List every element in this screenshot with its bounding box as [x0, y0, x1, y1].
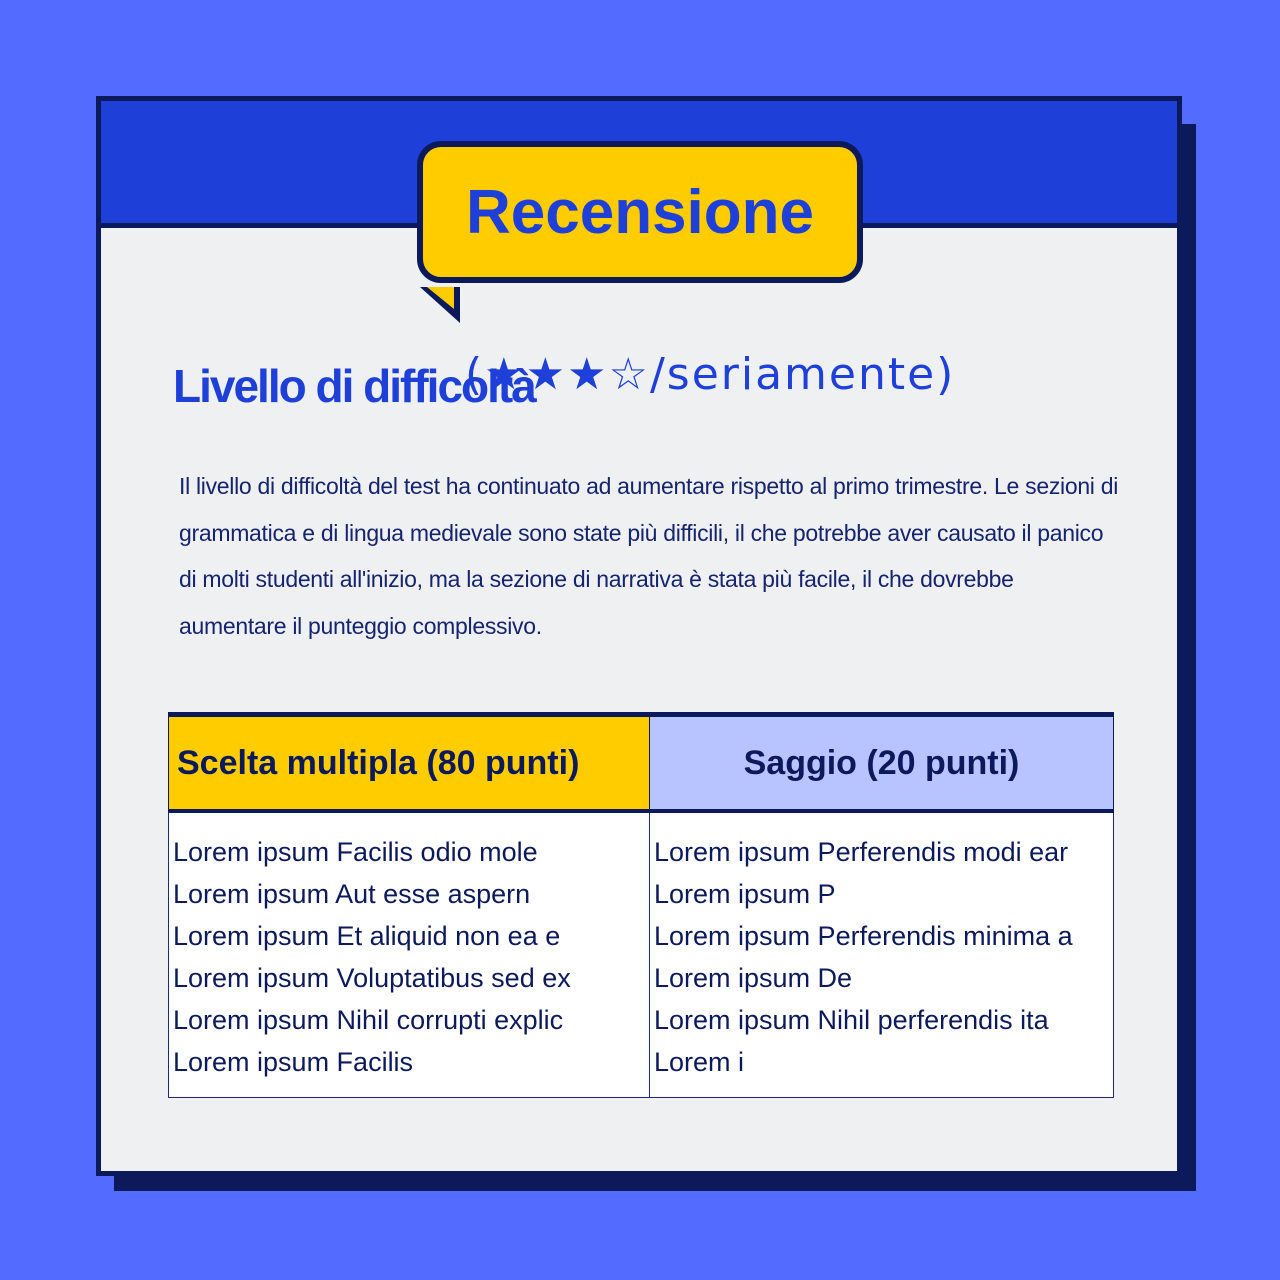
list-item: Lorem ipsum Facilis	[173, 1047, 414, 1077]
essay-cell	[650, 811, 1114, 1098]
header-multiple-choice: Scelta multipla (80 punti)	[169, 715, 650, 812]
list-item: Lorem i	[654, 1047, 745, 1077]
list-item: Lorem ipsum Facilis odio mole	[173, 837, 538, 867]
score-table	[168, 712, 1114, 1098]
header-essay: Saggio (20 punti)	[650, 715, 1114, 812]
review-card	[96, 96, 1182, 1176]
multiple-choice-cell	[169, 811, 650, 1098]
difficulty-heading: Livello di difficoltà	[173, 360, 535, 412]
table-row	[169, 811, 1114, 1098]
list-item: Lorem ipsum Nihil perferendis ita	[654, 1005, 1049, 1035]
page-title: Recensione	[465, 177, 815, 247]
difficulty-rating: (★★★☆/seriamente)	[465, 349, 956, 400]
list-item: Lorem ipsum Et aliquid non ea e	[173, 921, 561, 951]
list-item: Lorem ipsum Perferendis modi ear	[654, 837, 1069, 867]
description-paragraph: Il livello di difficoltà del test ha continuato ad aumentare rispetto al primo trimestre. Le sezioni di grammatica e di lingua medievale sono state più difficili, il che potrebbe aver causato il panico di molti studenti all'inizio, ma la sezione di narrativa è stata più facile, il che dovrebbe aumentare il punteggio complessivo.	[179, 473, 1119, 639]
list-item: Lorem ipsum P	[654, 879, 836, 909]
table-header-row	[169, 715, 1114, 812]
list-item: Lorem ipsum De	[654, 963, 853, 993]
list-item: Lorem ipsum Nihil corrupti explic	[173, 1005, 564, 1035]
title-badge	[417, 141, 863, 283]
list-item: Lorem ipsum Voluptatibus sed ex	[173, 963, 571, 993]
difficulty-row	[173, 349, 1133, 419]
list-item: Lorem ipsum Perferendis minima a	[654, 921, 1073, 951]
list-item: Lorem ipsum Aut esse aspern	[173, 879, 531, 909]
